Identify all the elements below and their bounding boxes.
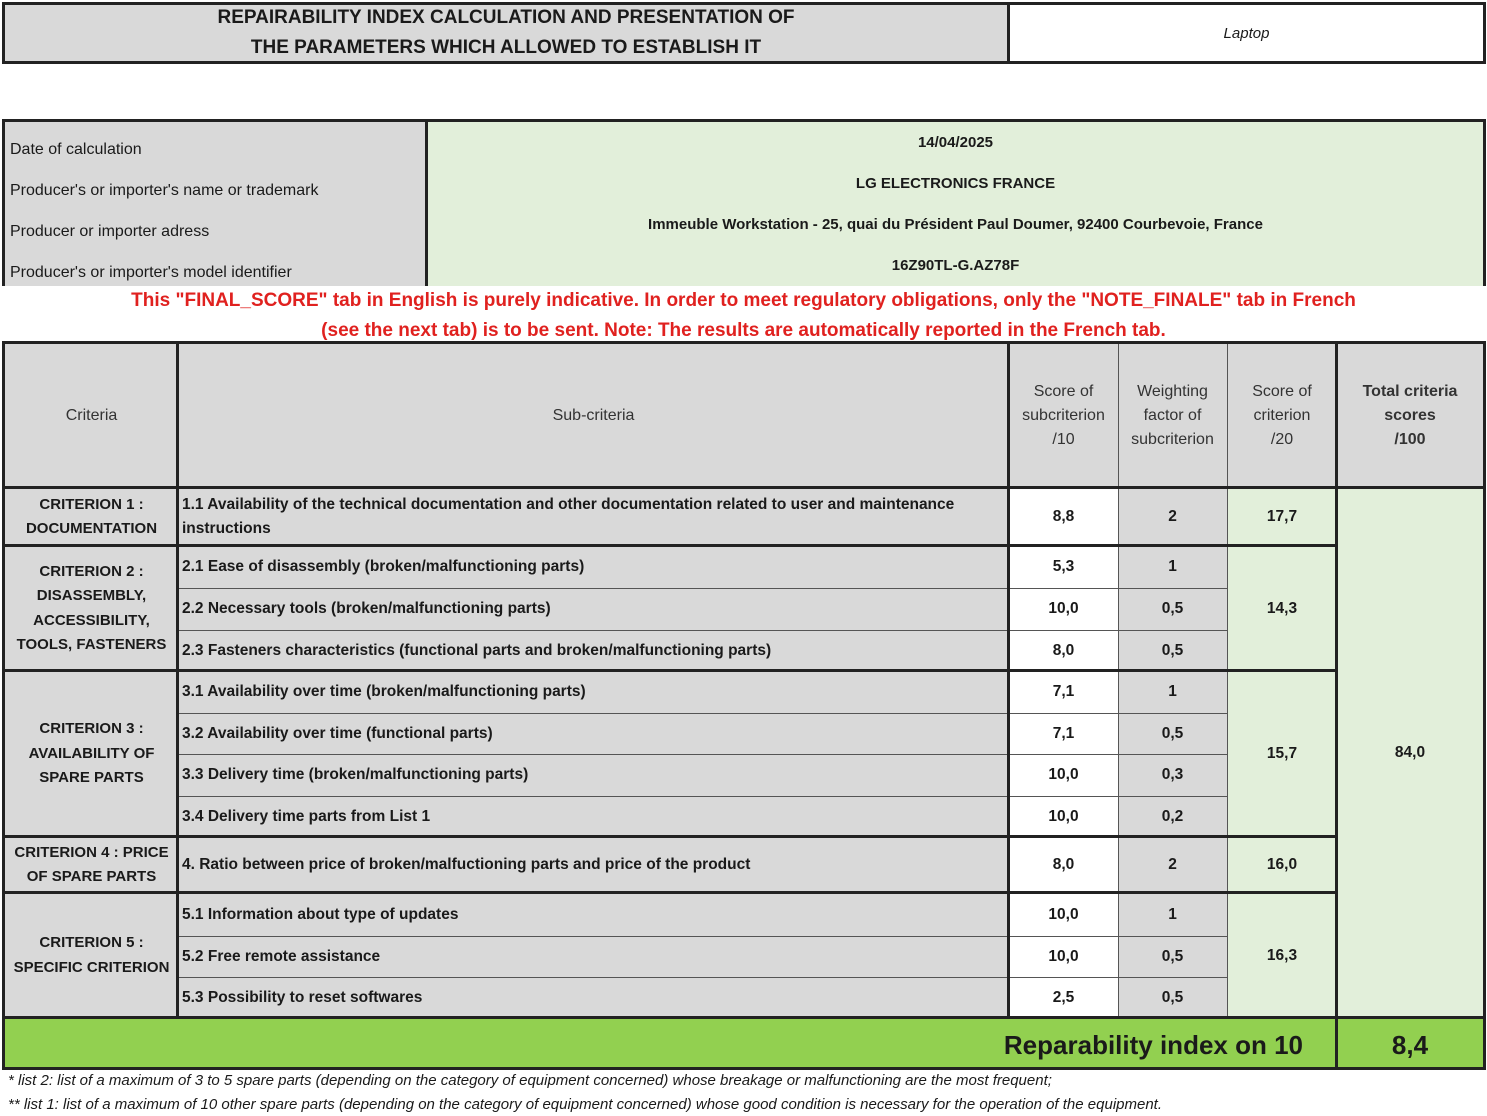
producer-info-table [2,119,1486,286]
indicative-notice [0,286,1487,346]
subcriterion-score: 10,0 [1009,936,1118,977]
criterion-line: CRITERION 5 : [39,934,144,951]
weighting-factor: 1 [1118,893,1227,936]
subcriterion-line: 4. Ratio between price of broken/malfuctioning parts and price of the product [182,856,751,873]
criterion-line: CRITERION 1 : [39,495,144,513]
subcriterion-line: 2.2 Necessary tools (broken/malfunctioning parts) [182,600,551,617]
criterion-score: 15,7 [1227,671,1337,837]
subcriterion-label [178,546,1009,588]
weighting-factor: 0,3 [1118,754,1227,796]
subcriterion-line: 5.1 Information about type of updates [182,905,459,923]
column-border [176,344,179,1018]
header-line: Score of [1252,383,1312,400]
header-line: Total criteria [1362,383,1458,400]
subcriterion-score: 5,3 [1009,546,1118,588]
reparability-index-value: 8,4 [1337,1018,1483,1070]
subcriterion-label [178,488,1009,546]
block-divider [5,891,1337,894]
row-divider [178,588,1227,589]
header-line: /100 [1394,431,1426,448]
block-divider [5,669,1337,672]
criterion-line: AVAILABILITY OF [28,744,155,762]
header-total-criteria-scores [1337,344,1483,488]
subcriterion-score: 10,0 [1009,796,1118,837]
column-border [1335,344,1338,1070]
block-divider [5,1016,1483,1019]
header-criteria: Criteria [5,344,178,488]
subcriterion-score: 2,5 [1009,977,1118,1018]
info-row-model-identifier [5,245,1483,286]
subcriterion-score: 7,1 [1009,671,1118,713]
subcriterion-line: 3.1 Availability over time (broken/malfunctioning parts) [182,683,586,700]
subcriterion-score: 10,0 [1009,588,1118,630]
notice-line-2: (see the next tab) is to be sent. Note: The results are automatically reported in the French tab. [321,320,1166,341]
subcriterion-label [178,754,1009,796]
weighting-factor: 0,5 [1118,588,1227,630]
subcriterion-label [178,837,1009,893]
header-line: factor of [1143,407,1202,424]
header-line: subcriterion [1131,431,1214,448]
subcriterion-line: 1.1 Availability of the technical documentation and other documentation related to user and maintenance [182,496,955,513]
criterion-score: 16,3 [1227,893,1337,1018]
header-line: Weighting [1137,383,1208,400]
info-value: 14/04/2025 [428,122,1483,163]
document-title [2,2,1010,64]
weighting-factor: 2 [1118,488,1227,546]
header-score-criterion [1227,344,1337,488]
criterion-line: DOCUMENTATION [25,520,158,537]
weighting-factor: 2 [1118,837,1227,893]
subcriterion-line: 3.4 Delivery time parts from List 1 [182,807,431,825]
header-line: criterion [1253,407,1311,424]
subcriterion-label [178,936,1009,977]
subcriterion-score: 8,0 [1009,630,1118,671]
row-divider [178,936,1227,937]
footnote-list-1: ** list 1: list of a maximum of 10 other spare parts (depending on the category of equipment concerned) whose good condition is necessary for the operation of the equipment. [8,1096,1163,1113]
header-subcriteria: Sub-criteria [178,344,1009,488]
criterion-label [5,546,178,671]
subcriterion-score: 7,1 [1009,713,1118,754]
row-divider [178,630,1227,631]
header-weighting-factor [1118,344,1227,488]
subcriterion-line: 2.1 Ease of disassembly (broken/malfunctioning parts) [182,558,585,575]
subcriterion-label [178,796,1009,837]
subcriterion-score: 10,0 [1009,754,1118,796]
subcriterion-score: 8,0 [1009,837,1118,893]
criterion-score: 17,7 [1227,488,1337,546]
criterion-line: SPARE PARTS [39,769,144,787]
criterion-score: 16,0 [1227,837,1337,893]
subcriterion-score: 10,0 [1009,893,1118,936]
criterion-line: CRITERION 2 : [39,562,144,580]
info-row-producer-name [5,163,1483,205]
subcriterion-label [178,671,1009,713]
column-divider [1227,488,1228,1018]
reparability-index-label: Reparability index on 10 [5,1018,1337,1070]
row-divider [178,713,1227,714]
document-title-line-1: REPAIRABILITY INDEX CALCULATION AND PRESENTATION OF [217,7,795,28]
block-divider [5,544,1337,547]
weighting-factor: 0,5 [1118,977,1227,1018]
subcriterion-line: instructions [182,520,271,537]
criterion-line: CRITERION 3 : [39,720,144,738]
info-value: 16Z90TL-G.AZ78F [428,245,1483,286]
weighting-factor: 1 [1118,671,1227,713]
document-title-line-2: THE PARAMETERS WHICH ALLOWED TO ESTABLISH IT [250,37,762,58]
criterion-line: ACCESSIBILITY, [33,611,150,629]
block-divider [5,835,1337,838]
header-score-subcriterion [1009,344,1118,488]
subcriterion-line: 2.3 Fasteners characteristics (functional parts and broken/malfunctioning parts) [182,641,772,659]
header-line: /20 [1270,431,1294,448]
criterion-label [5,893,178,1018]
criterion-line: TOOLS, FASTENERS [16,636,167,653]
info-label: Date of calculation [5,122,428,163]
subcriterion-label [178,713,1009,754]
subcriterion-label [178,893,1009,936]
info-value: Immeuble Workstation - 25, quai du Président Paul Doumer, 92400 Courbevoie, France [428,204,1483,245]
header-line: subcriterion [1022,407,1105,424]
repairability-score-table [2,341,1486,1070]
header-line: Score of [1033,383,1094,400]
subcriterion-label [178,630,1009,671]
weighting-factor: 0,5 [1118,713,1227,754]
criterion-line: OF SPARE PARTS [26,868,157,885]
criterion-line: CRITERION 4 : PRICE [14,843,169,861]
footnote-list-2: * list 2: list of a maximum of 3 to 5 spare parts (depending on the category of equipment concerned) whose breakage or malfunctioning are the most frequent; [8,1072,1052,1089]
subcriterion-line: 5.2 Free remote assistance [182,947,381,965]
info-row-date [5,122,1483,164]
column-divider [1118,488,1119,1018]
info-label: Producer's or importer's model identifier [5,245,428,286]
weighting-factor: 0,5 [1118,630,1227,671]
subcriterion-label [178,977,1009,1018]
criterion-score: 14,3 [1227,546,1337,671]
criterion-label [5,837,178,893]
weighting-factor: 0,2 [1118,796,1227,837]
info-label: Producer or importer adress [5,204,428,245]
criterion-line: SPECIFIC CRITERION [13,958,170,976]
subcriterion-line: 3.3 Delivery time (broken/malfunctioning parts) [182,766,529,783]
weighting-factor: 0,5 [1118,936,1227,977]
header-line: /10 [1052,431,1075,448]
criterion-line: DISASSEMBLY, [36,587,147,604]
info-label: Producer's or importer's name or trademark [5,163,428,204]
total-criteria-score: 84,0 [1337,488,1483,1018]
info-value: LG ELECTRONICS FRANCE [428,163,1483,204]
subcriterion-line: 3.2 Availability over time (functional parts) [182,724,493,742]
notice-line-1: This "FINAL_SCORE" tab in English is purely indicative. In order to meet regulatory obligations, only the "NOTE_FINALE" tab in French [131,290,1356,311]
column-divider [1118,344,1119,488]
column-border [1007,344,1010,1018]
weighting-factor: 1 [1118,546,1227,588]
subcriterion-line: 5.3 Possibility to reset softwares [182,988,423,1006]
info-row-producer-address [5,204,1483,246]
block-divider [5,486,1483,489]
product-type: Laptop [1007,2,1486,64]
subcriterion-score: 8,8 [1009,488,1118,546]
row-divider [178,796,1227,797]
criterion-label [5,671,178,837]
criterion-label [5,488,178,546]
column-divider [1227,344,1228,488]
row-divider [178,977,1227,978]
subcriterion-label [178,588,1009,630]
header-line: scores [1384,407,1436,424]
row-divider [178,754,1227,755]
